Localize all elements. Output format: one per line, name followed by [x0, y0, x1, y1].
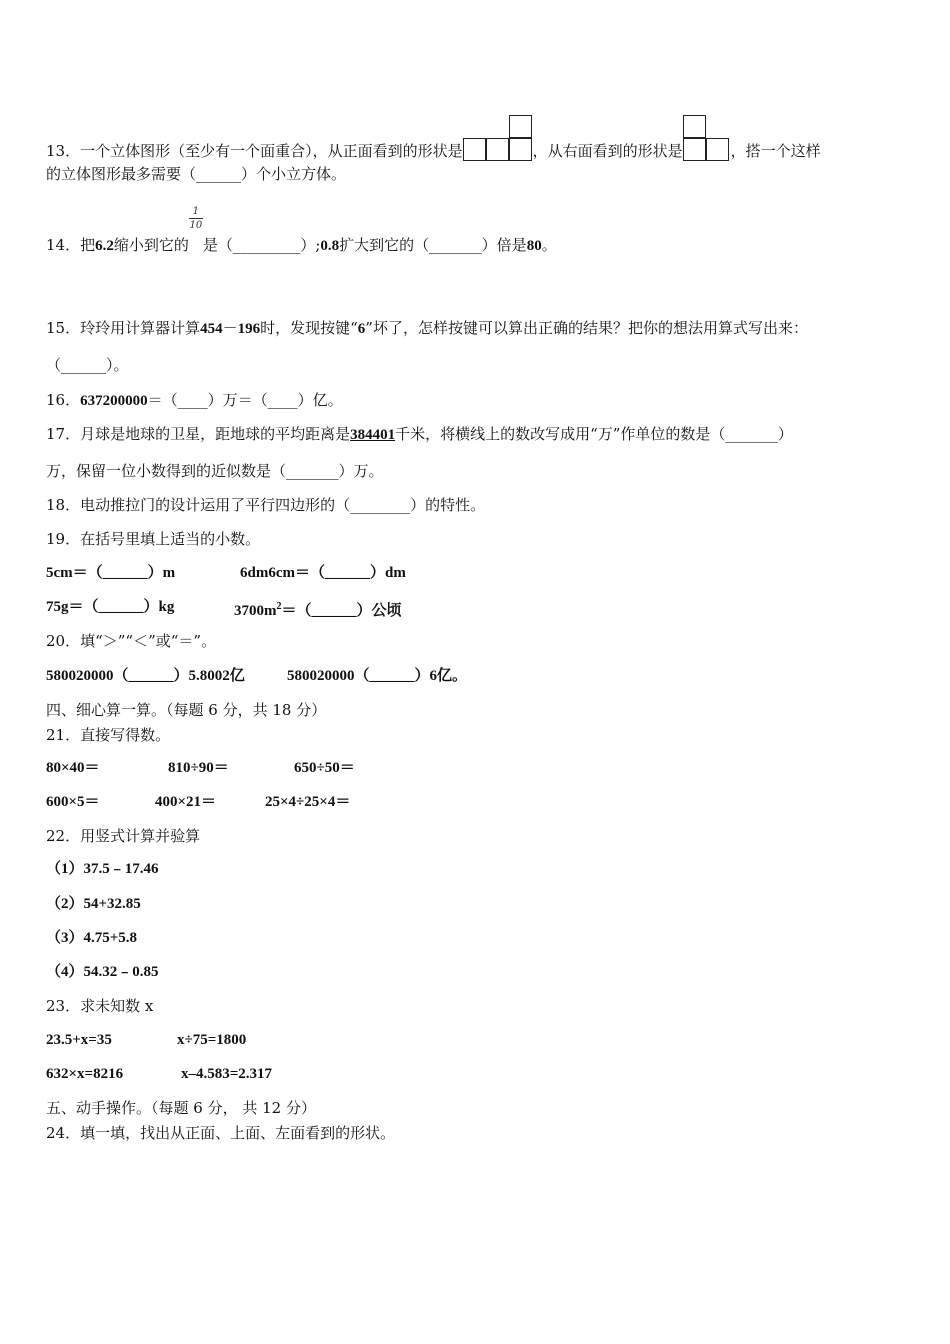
q17-text-a: 17．月球是地球的卫星，距地球的平均距离是	[46, 425, 351, 443]
section-5-title: 五、动手操作。（每题 6 分， 共 12 分）	[46, 1099, 316, 1117]
question-20-a: 580020000（______）5.8002亿	[46, 668, 245, 684]
q15-text-a: 15．玲玲用计算器计算	[46, 319, 201, 337]
q15-minus: －	[222, 319, 238, 337]
q21-r1-item-2: 810÷90＝	[168, 760, 229, 776]
question-19-title: 19．在括号里填上适当的小数。	[46, 530, 261, 548]
q19-area-value: 3700m	[234, 603, 277, 619]
front-view-squares-icon	[463, 115, 533, 161]
q22-item-4: （4）54.32﹣0.85	[46, 964, 159, 980]
q14-number-6-2: 6.2	[95, 238, 114, 254]
q23-r1-item-1: 23.5+x=35	[46, 1032, 112, 1048]
q14-text-part2: 缩小到它的	[113, 236, 189, 254]
question-19-row-1a: 5cm＝（______）m	[46, 565, 176, 581]
q19-area-rest: ＝（______）公顷	[281, 603, 402, 619]
question-16	[46, 390, 343, 411]
section-4-title: 四、细心算一算。（每题 6 分，共 18 分）	[46, 701, 327, 719]
fraction-denominator: 10	[189, 220, 203, 231]
q17-text-b: 千米，将横线上的数改写成用“万”作单位的数是（_______）	[395, 425, 793, 443]
question-22-title: 22．用竖式计算并验算	[46, 827, 201, 845]
q21-r1-item-1: 80×40＝	[46, 760, 100, 776]
q15-number-454: 454	[200, 321, 223, 337]
q22-item-2: （2）54+32.85	[46, 896, 141, 912]
fraction-numerator: 1	[192, 206, 200, 217]
q15-number-196: 196	[237, 321, 261, 337]
q13-text-part1: 13．一个立体图形（至少有一个面重合），从正面看到的形状是	[46, 142, 463, 160]
right-view-squares-icon	[683, 115, 731, 161]
q23-r2-item-2: x–4.583=2.317	[181, 1066, 273, 1082]
question-20-title: 20．填“＞”“＜”或“＝”。	[46, 632, 217, 650]
q23-r1-item-2: x÷75=1800	[177, 1032, 247, 1048]
question-17-line-2: 万，保留一位小数得到的近似数是（_______）万。	[46, 462, 384, 480]
fraction-one-tenth	[189, 206, 203, 250]
q14-number-80: 80	[526, 238, 542, 254]
question-17-line-1	[46, 424, 793, 445]
q17-underlined-number: 384401	[350, 427, 396, 443]
q16-text: ＝（____）万＝（____）亿。	[147, 391, 343, 409]
question-15-line-1	[46, 318, 808, 339]
q13-text-part2: ，从右面看到的形状是	[532, 142, 683, 160]
question-14	[46, 206, 557, 256]
question-23-title: 23．求未知数 x	[46, 997, 154, 1015]
question-19-row-2a: 75g＝（______）kg	[46, 599, 175, 615]
q16-number: 637200000	[80, 393, 148, 409]
question-19-row-2b	[234, 597, 402, 621]
q14-text-part4: 扩大到它的（_______）倍是	[339, 236, 527, 254]
q13-text-part3: ，搭一个这样	[730, 142, 821, 160]
q15-text-b: 时，发现按键“	[260, 319, 358, 337]
q23-r2-item-1: 632×x=8216	[46, 1066, 124, 1082]
q22-item-1: （1）37.5﹣17.46	[46, 861, 159, 877]
q14-number-0-8: 0.8	[320, 238, 340, 254]
q21-r2-item-1: 600×5＝	[46, 794, 100, 810]
q21-r1-item-3: 650÷50＝	[294, 760, 355, 776]
q15-number-6: 6	[357, 321, 366, 337]
q21-r2-item-3: 25×4÷25×4＝	[265, 794, 351, 810]
question-19-row-1b: 6dm6cm＝（______）dm	[240, 565, 406, 581]
question-13-line-2: 的立体图形最多需要（______）个小立方体。	[46, 165, 347, 183]
question-18: 18．电动推拉门的设计运用了平行四边形的（________）的特性。	[46, 496, 486, 514]
q21-r2-item-2: 400×21＝	[155, 794, 217, 810]
question-21-title: 21．直接写得数。	[46, 726, 171, 744]
q22-item-3: （3）4.75+5.8	[46, 930, 138, 946]
q14-text-part3: 是（_________）;	[202, 236, 321, 254]
q14-text-part5: 。	[541, 236, 557, 254]
question-20-b: 580020000（______）6亿。	[287, 668, 468, 684]
question-13-line-1	[46, 115, 821, 161]
question-15-line-2: （______）。	[46, 356, 129, 374]
q14-text-part1: 14．把	[46, 236, 96, 254]
question-24-title: 24．填一填，找出从正面、上面、左面看到的形状。	[46, 1124, 396, 1142]
q15-text-c: ”坏了，怎样按键可以算出正确的结果？把你的想法用算式写出来：	[365, 319, 808, 337]
q16-label: 16．	[46, 391, 81, 409]
q19-superscript: 2	[276, 601, 282, 612]
